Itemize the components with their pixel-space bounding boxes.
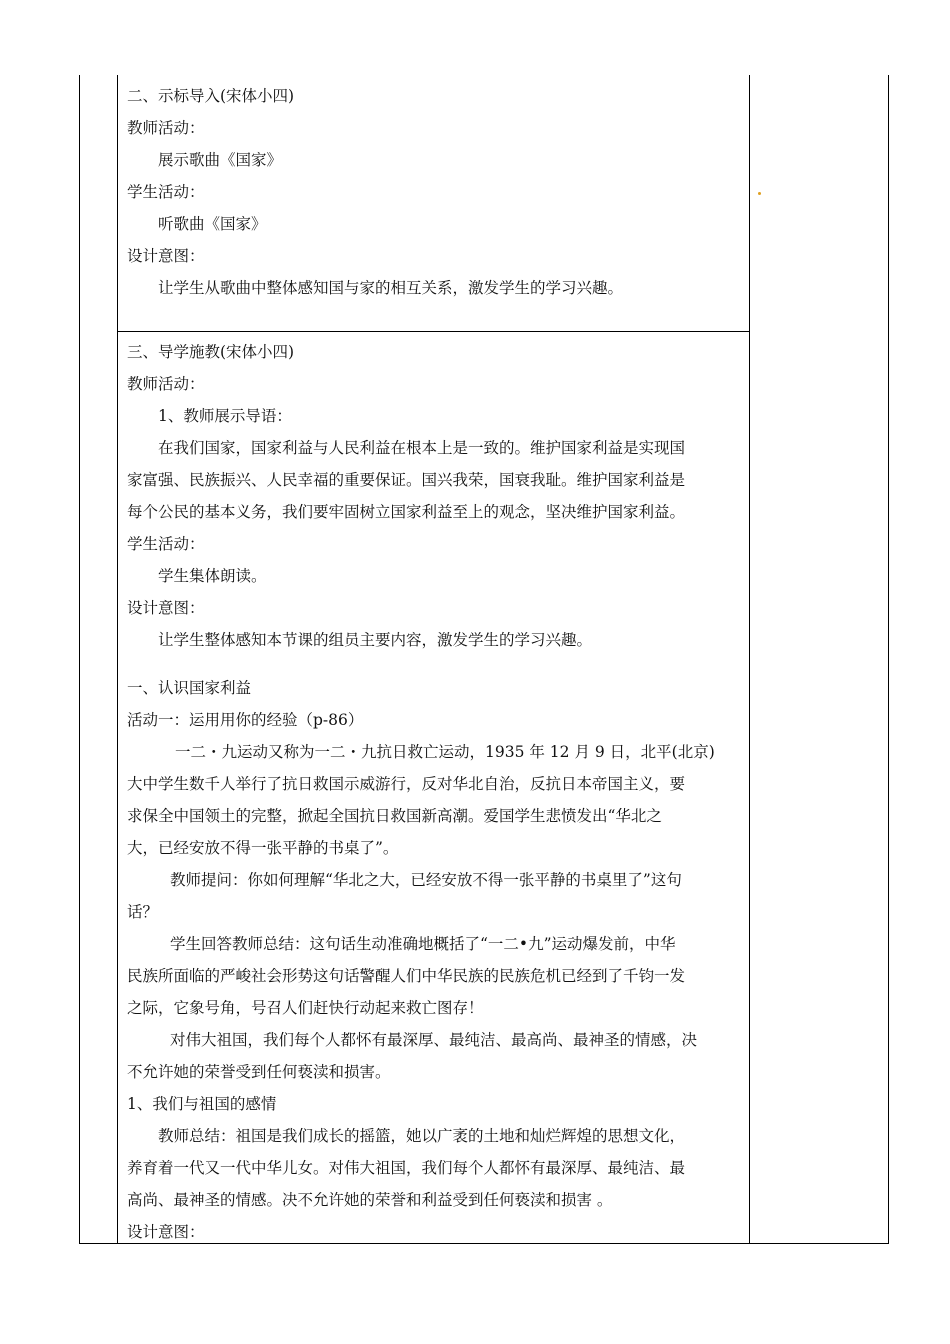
teacher-activity-label: 教师活动：	[127, 375, 205, 393]
paragraph-line: 之际，它象号角，号召人们赶快行动起来救亡图存！	[127, 999, 484, 1017]
paragraph-line: 一二・九运动又称为一二・九抗日救亡运动，1935 年 12 月 9 日，北平(北京)	[175, 743, 715, 761]
paragraph-line: 教师总结：祖国是我们成长的摇篮，她以广袤的土地和灿烂辉煌的思想文化，	[158, 1127, 686, 1145]
student-activity-label: 学生活动：	[127, 535, 205, 553]
paragraph-line: 话？	[127, 903, 159, 921]
paragraph-line: 大中学生数千人举行了抗日救国示威游行，反对华北自治，反抗日本帝国主义，要	[127, 775, 686, 793]
paragraph-line: 教师提问：你如何理解“华北之大，已经安放不得一张平静的书桌里了”这句	[170, 871, 682, 889]
table-border-left-outer	[79, 75, 80, 1244]
section-heading: 三、导学施教(宋体小四)	[127, 343, 295, 361]
paragraph-line: 学生回答教师总结：这句话生动准确地概括了“一二•九”运动爆发前，中华	[170, 935, 676, 953]
student-activity-text: 学生集体朗读。	[158, 567, 267, 585]
table-row-divider	[117, 331, 749, 332]
list-item: 1、教师展示导语：	[158, 407, 292, 425]
design-intent-text: 让学生整体感知本节课的组员主要内容，激发学生的学习兴趣。	[158, 631, 593, 649]
student-activity-label: 学生活动：	[127, 183, 205, 201]
activity-title: 活动一：运用用你的经验（p-86）	[127, 711, 364, 729]
table-border-middle	[749, 75, 750, 1244]
paragraph-line: 在我们国家，国家利益与人民利益在根本上是一致的。维护国家利益是实现国	[158, 439, 686, 457]
paragraph-line: 大，已经安放不得一张平静的书桌了”。	[127, 839, 399, 857]
section-heading: 二、示标导入(宋体小四)	[127, 87, 295, 105]
design-intent-text: 让学生从歌曲中整体感知国与家的相互关系，激发学生的学习兴趣。	[158, 279, 624, 297]
subsection-heading: 1、我们与祖国的感情	[127, 1095, 277, 1113]
paragraph-line: 对伟大祖国，我们每个人都怀有最深厚、最纯洁、最高尚、最神圣的情感，决	[170, 1031, 698, 1049]
table-border-bottom	[79, 1243, 889, 1244]
subsection-heading: 一、认识国家利益	[127, 679, 252, 697]
paragraph-line: 家富强、民族振兴、人民幸福的重要保证。国兴我荣，国衰我耻。维护国家利益是	[127, 471, 686, 489]
paragraph-line: 养育着一代又一代中华儿女。对伟大祖国，我们每个人都怀有最深厚、最纯洁、最	[127, 1159, 686, 1177]
design-intent-label: 设计意图：	[127, 599, 205, 617]
paragraph-line: 高尚、最神圣的情感。决不允许她的荣誉和利益受到任何亵渎和损害 。	[127, 1191, 613, 1209]
teacher-activity-label: 教师活动：	[127, 119, 205, 137]
student-activity-text: 听歌曲《国家》	[158, 215, 267, 233]
paragraph-line: 民族所面临的严峻社会形势这句话警醒人们中华民族的民族危机已经到了千钧一发	[127, 967, 686, 985]
table-border-right	[888, 75, 889, 1244]
table-border-left-inner	[117, 75, 118, 1244]
design-intent-label: 设计意图：	[127, 247, 205, 265]
paragraph-line: 每个公民的基本义务，我们要牢固树立国家利益至上的观念，坚决维护国家利益。	[127, 503, 686, 521]
paragraph-line: 不允许她的荣誉受到任何亵渎和损害。	[127, 1063, 391, 1081]
decorative-dot	[758, 192, 761, 195]
teacher-activity-text: 展示歌曲《国家》	[158, 151, 283, 169]
design-intent-label: 设计意图：	[127, 1223, 205, 1241]
paragraph-line: 求保全中国领土的完整，掀起全国抗日救国新高潮。爱国学生悲愤发出“华北之	[127, 807, 662, 825]
